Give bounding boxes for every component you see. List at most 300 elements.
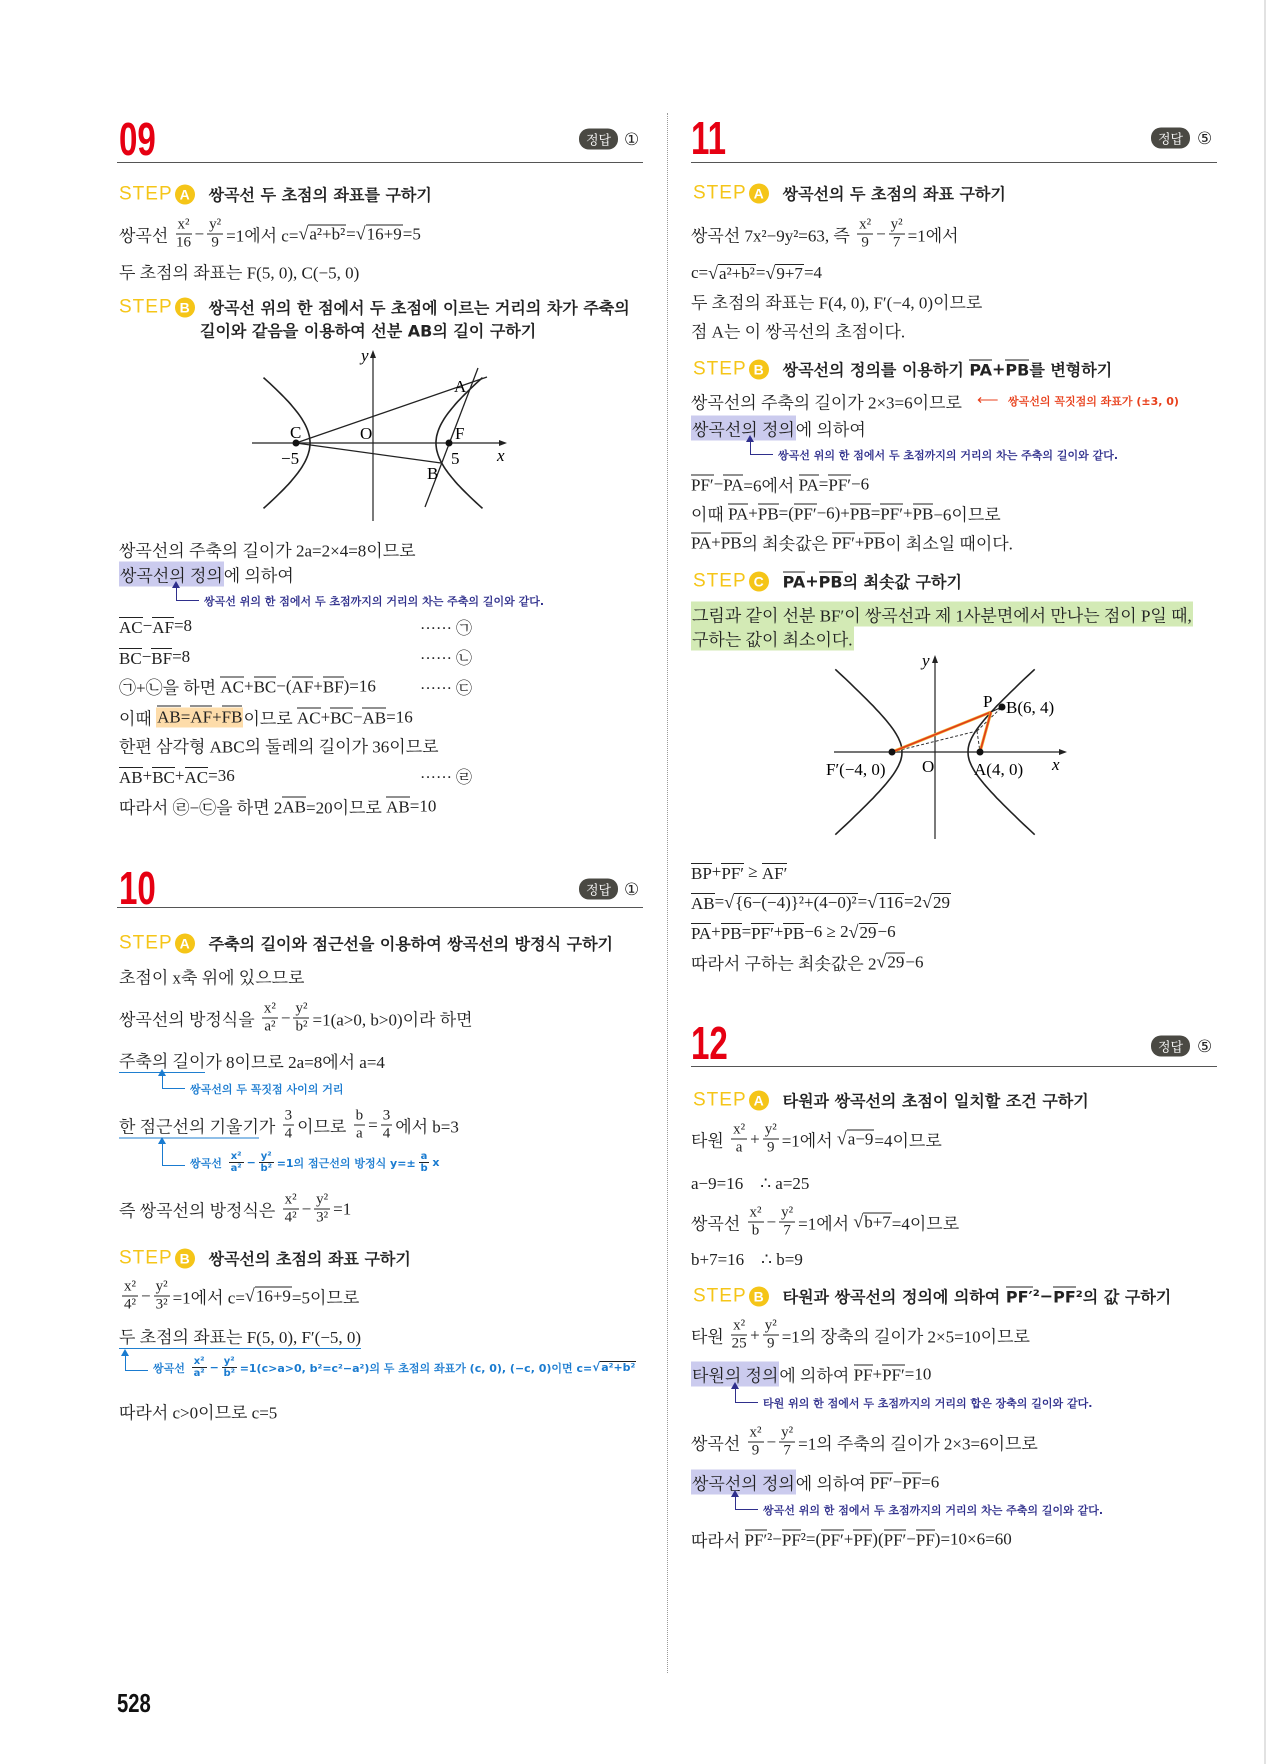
text-run: )=16 (343, 676, 376, 695)
segment-overline: PB (720, 533, 742, 553)
text-run: + (711, 862, 722, 881)
solution-line (691, 217, 959, 252)
text-run: 의 최솟값 구하기 (842, 572, 962, 592)
text-run: −6 (905, 952, 924, 971)
text-run: =1의 장축의 길이가 2×5=10이므로 (781, 1327, 1030, 1347)
text-run: + (313, 676, 323, 695)
text-run: 에 의하여 (779, 1366, 854, 1386)
sqrt-icon: √ (876, 951, 887, 972)
text-run: =1에서 c= (172, 1288, 245, 1308)
solution-line (691, 1318, 1030, 1353)
fraction (731, 1318, 747, 1353)
fraction-numerator: x² (193, 1356, 205, 1367)
side-note: 쌍곡선의 꼭짓점의 좌표가 (±3, 0) (1008, 395, 1179, 408)
segment-overline: PF′ (751, 923, 774, 943)
fraction (779, 1205, 795, 1240)
sqrt-icon: √ (922, 891, 932, 912)
text-run: 타원 (691, 1131, 729, 1151)
text-run: 쌍곡선의 주축의 길이가 2×3=6이므로 (691, 393, 962, 413)
fraction-numerator: y² (260, 1151, 272, 1162)
text-run: − (141, 647, 152, 666)
text-run: − (892, 1472, 903, 1491)
text-run: =2 (903, 892, 923, 911)
solution-line (691, 318, 905, 343)
step-b-heading (119, 1247, 411, 1270)
text-run: 타원 (691, 1327, 729, 1347)
text-run: − (280, 1008, 291, 1027)
radicand: 16+9 (255, 1286, 291, 1306)
step-title (783, 182, 1006, 205)
annotation-text (763, 1395, 1092, 1411)
y-axis-arrow-icon (370, 350, 376, 358)
segment-overline: PF (915, 1530, 935, 1550)
solution-line (119, 1279, 359, 1314)
fraction-denominator: 4² (284, 1209, 297, 1226)
text-run: + (773, 922, 784, 941)
fraction-numerator: 3 (382, 1107, 391, 1124)
step-title (209, 932, 613, 955)
text-run: − (906, 1529, 916, 1548)
step-title (783, 1089, 1089, 1112)
segment-overline: BC (253, 677, 277, 697)
text-run: + (748, 503, 758, 522)
step-a-heading (693, 182, 1006, 205)
sqrt-icon: √ (355, 223, 366, 244)
problem-number: 12 (691, 1017, 728, 1069)
text-run: 에서 b=3 (395, 1117, 459, 1137)
text-run: 에 의하여 (223, 566, 294, 586)
solution-line (691, 1362, 931, 1387)
text-run: 두 초점의 좌표는 F(5, 0), C(−5, 0) (119, 263, 360, 283)
text-run: 쌍곡선 (190, 1156, 226, 1170)
segment-overline: PB (864, 533, 886, 553)
text-run: + (243, 676, 254, 695)
fraction-numerator: x² (749, 1204, 762, 1221)
fraction-denominator: 9 (766, 1335, 775, 1352)
square-root (922, 893, 951, 912)
solution-line (691, 1205, 959, 1240)
text-run: 를 변형하기 (1029, 360, 1113, 380)
fraction-denominator: 7 (783, 1222, 791, 1239)
solution-line (119, 1323, 361, 1349)
step-title (209, 1247, 411, 1270)
text-run: = (870, 503, 881, 522)
fraction-denominator: 4² (124, 1296, 136, 1313)
text-run: −6 ≥ 2 (804, 922, 849, 941)
x-axis-arrow-icon (1059, 749, 1067, 755)
text-run: −6 (877, 922, 896, 941)
segment-overline: PF′ (832, 533, 855, 553)
segment-overline: PB (818, 572, 843, 592)
text-run: = (741, 922, 752, 941)
text-run: − (766, 1432, 777, 1451)
segment-overline: PF′ (691, 475, 714, 495)
step-title (783, 1285, 1172, 1308)
annotation-text (204, 593, 544, 609)
segment-overline: BF (151, 648, 173, 668)
solution-line (691, 263, 822, 283)
fraction (419, 1151, 430, 1174)
text-run: −( (276, 676, 292, 695)
text-run: 따라서 (691, 1531, 745, 1551)
fraction-numerator: a (420, 1151, 428, 1162)
fraction (748, 1205, 764, 1240)
answer-value: ⑤ (1197, 1037, 1213, 1056)
point-P-label: P (983, 692, 993, 711)
step-b-heading (693, 1285, 1171, 1308)
segment-overline: PF (902, 1473, 922, 1493)
page-edge (1264, 0, 1266, 1764)
fraction-denominator: 4 (284, 1125, 293, 1142)
text-run: − (194, 224, 205, 243)
step-letter-icon: B (175, 1248, 195, 1268)
text-run: ²=( (800, 1529, 822, 1548)
solution-line (119, 766, 235, 786)
highlighted-text: 쌍곡선의 정의 (119, 562, 224, 587)
text-run: =16 (386, 707, 413, 726)
text-run: − (142, 616, 153, 635)
solution-line (119, 647, 190, 667)
column-divider (667, 113, 668, 1673)
text-run: 가 (258, 1117, 280, 1137)
focus-F (446, 440, 453, 447)
text-run: =1의 주축의 길이가 2×3=6이므로 (798, 1434, 1038, 1454)
x-label: x (1052, 755, 1060, 774)
fraction (154, 1279, 170, 1314)
answer-badge: 정답 (1151, 128, 1190, 149)
step-letter-icon: A (175, 184, 195, 204)
radicand: 29 (859, 922, 877, 942)
text-run: =1에서 (907, 226, 959, 246)
annotation-text (763, 1502, 1103, 1518)
sqrt-icon: √ (724, 891, 735, 912)
text-run: ㉠+㉡을 하면 (119, 678, 221, 698)
step-label: STEP (119, 296, 173, 317)
header-rule (117, 907, 643, 908)
fraction-numerator: y² (764, 1317, 777, 1334)
text-run: ²의 값 구하기 (1075, 1287, 1172, 1307)
solution-line (119, 1192, 351, 1227)
segment-overline: PF′ (828, 475, 851, 495)
segment-overline: PB (1005, 360, 1030, 380)
text-run: + (843, 1529, 854, 1548)
segment-overline: PA (723, 475, 744, 495)
fraction (889, 217, 905, 252)
fraction-denominator: b² (295, 1018, 308, 1035)
text-run: =10 (904, 1364, 932, 1383)
segment-overline: BC (152, 767, 175, 787)
highlighted-text: 쌍곡선의 정의 (691, 1470, 796, 1495)
radicand: a−9 (847, 1129, 874, 1149)
arrow-up-icon (176, 584, 199, 601)
text-run: = (368, 1115, 378, 1134)
point-F-prime-label: F′(−4, 0) (826, 760, 886, 779)
segment-overline: PF (853, 1530, 873, 1550)
answer-badge: 정답 (1151, 1036, 1190, 1057)
segment-overline: PF′ (744, 1530, 768, 1550)
fraction-numerator: b (355, 1107, 364, 1124)
segment-overline: PF′ (821, 1530, 844, 1550)
step-label: STEP (693, 1285, 747, 1306)
text-run: −6이므로 (933, 505, 1001, 525)
segment-overline: PA (798, 475, 819, 495)
segment-overline: PF′ (882, 1365, 905, 1385)
point-B-label: B (427, 464, 439, 483)
text-run: − (876, 224, 886, 243)
text-run: 두 초점의 좌표는 F(4, 0), F′(−4, 0)이므로 (691, 293, 983, 313)
solution-line (691, 1174, 809, 1194)
fraction (731, 1122, 747, 1157)
step-letter-icon: A (175, 933, 195, 953)
fraction-denominator: 4 (382, 1125, 391, 1142)
fraction-denominator: 9 (211, 234, 219, 251)
fraction-numerator: 3 (284, 1107, 293, 1124)
arrow-up-icon (125, 1352, 148, 1371)
text-run: =4이므로 (891, 1214, 960, 1234)
answer-value: ⑤ (1197, 129, 1213, 148)
step-label: STEP (119, 932, 173, 953)
text-run: 쌍곡선의 방정식을 (119, 1010, 259, 1030)
text-run: + (174, 766, 185, 785)
point-A-label: A (454, 377, 467, 396)
segment-overline: PF (853, 1365, 873, 1385)
segment-overline: BP (691, 863, 712, 883)
step-label: STEP (693, 358, 747, 379)
text-run: 주축의 길이와 점근선을 이용하여 쌍곡선의 방정식 구하기 (208, 934, 613, 954)
solution-line (119, 964, 304, 989)
fraction-numerator: y² (781, 1424, 794, 1441)
segment-overline: AB (386, 797, 410, 817)
text-run: )=10×6=60 (934, 1529, 1012, 1548)
highlighted-text: 그림과 같이 선분 BF′이 쌍곡선과 제 1사분면에서 만나는 점이 P일 때, (691, 602, 1193, 627)
text-run: =1에서 c= (226, 226, 299, 246)
solution-line (119, 733, 439, 758)
solution-line (691, 1527, 1012, 1552)
text-run: =36 (208, 766, 235, 785)
radicand: a²+b² (601, 1361, 636, 1374)
segment-overline: BF (322, 677, 344, 697)
text-run: 쌍곡선의 초점의 좌표 구하기 (208, 1249, 411, 1269)
text-run: =5 (402, 224, 421, 243)
fraction-denominator: b (751, 1222, 760, 1239)
annotation-text (778, 447, 1118, 463)
solution-line (691, 1122, 942, 1157)
highlighted-text: 타원의 정의 (691, 1362, 779, 1387)
text-run: 쌍곡선 7x²−9y²=63, 즉 (691, 226, 855, 246)
answer-badge: 정답 (579, 129, 618, 150)
fraction (293, 1001, 309, 1036)
text-run: 쌍곡선 두 초점의 좌표를 구하기 (208, 185, 432, 205)
text-run: = (180, 707, 191, 726)
text-run: =1의 점근선의 방정식 y=± (276, 1156, 416, 1170)
sqrt-icon: √ (853, 1211, 864, 1232)
segment-overline: PB (757, 504, 779, 524)
fraction (262, 1001, 278, 1036)
text-run: ²− (767, 1529, 782, 1548)
text-run: 쌍곡선 위의 한 점에서 두 초점까지의 거리의 차는 주축의 길이와 같다. (778, 449, 1119, 462)
text-run: 쌍곡선 위의 한 점에서 두 초점에 이르는 거리의 차가 주축의 (208, 298, 630, 318)
text-run: + (750, 1129, 760, 1148)
text-run: + (992, 359, 1006, 379)
segment-overline: AC (119, 617, 143, 637)
text-run: = (346, 224, 356, 243)
text-run: 길이와 같음을 이용하여 선분 AB의 길이 구하기 (200, 321, 537, 341)
segment-overline: PF′ (721, 863, 745, 883)
segment-overline: AB (119, 767, 143, 787)
segment-overline: AC (296, 708, 321, 728)
text-run: −6 (851, 474, 870, 493)
square-root (867, 893, 904, 912)
annotation-text (190, 1151, 440, 1174)
solution-line (119, 1399, 277, 1424)
square-root (245, 1287, 292, 1306)
text-run: 이때 (691, 505, 729, 525)
point-B-label: B(6, 4) (1006, 698, 1055, 717)
fraction-denominator: a (735, 1139, 743, 1156)
segment-overline: PF′ (880, 504, 903, 524)
solution-line (691, 289, 982, 314)
text-run: 이때 (119, 709, 157, 729)
hyperbola-figure-09 (0, 0, 660, 540)
point-C-label: C (290, 423, 302, 442)
text-run: 이므로 (243, 709, 297, 729)
arrow-up-icon (162, 1072, 185, 1089)
fraction-denominator: b (420, 1163, 428, 1174)
square-root (724, 893, 857, 912)
text-run: =20이므로 (306, 798, 387, 818)
point-B (999, 704, 1006, 711)
solution-line (691, 1470, 939, 1495)
solution-line (691, 416, 866, 441)
segment-overline: AF (291, 677, 314, 697)
arrow-up-icon (750, 438, 773, 455)
step-a-heading (119, 932, 613, 955)
solution-line (119, 674, 376, 699)
text-run: 쌍곡선 (153, 1361, 189, 1375)
fraction (283, 1192, 299, 1227)
text-run: 쌍곡선의 주축의 길이가 2a=2×4=8이므로 (119, 541, 416, 561)
segment-overline: PB (783, 923, 805, 943)
fraction-denominator: 7 (892, 234, 901, 251)
text-run: + (320, 707, 331, 726)
equation-tag: ······ ㉠ (420, 620, 472, 638)
fraction-numerator: y² (890, 216, 903, 233)
step-a-heading (693, 1089, 1089, 1112)
text-run: x (432, 1156, 440, 1169)
fraction (779, 1425, 795, 1460)
problem-number: 10 (119, 862, 156, 914)
segment-overline: PA (691, 533, 712, 553)
arrow-up-icon (162, 1140, 185, 1166)
text-run: 점 A는 이 쌍곡선의 초점이다. (691, 322, 906, 342)
fraction-numerator: x² (733, 1121, 746, 1138)
fraction-denominator: 7 (783, 1442, 791, 1459)
point-F-prime (889, 749, 896, 756)
sqrt-icon: √ (298, 223, 309, 244)
radicand: 29 (932, 892, 950, 912)
fraction-numerator: y² (764, 1121, 777, 1138)
sqrt-icon: √ (708, 262, 719, 283)
text-run: 즉 쌍곡선의 방정식은 (119, 1201, 280, 1221)
segment-overline: PB (720, 923, 742, 943)
segment-overline: AF′ (761, 863, 788, 883)
fraction (314, 1192, 330, 1227)
text-run: =4 (803, 263, 823, 282)
solution-line (691, 501, 1001, 526)
fraction-numerator: y² (316, 1191, 329, 1208)
text-run: c= (691, 263, 709, 282)
text-run: 따라서 ㉣−㉢을 하면 2 (119, 798, 283, 818)
fraction-numerator: y² (295, 1000, 308, 1017)
fraction-numerator: x² (124, 1278, 136, 1295)
hyperbola-figure-11 (660, 640, 1120, 860)
annotation (735, 1493, 1104, 1517)
square-root (837, 1130, 875, 1149)
sqrt-icon: √ (848, 921, 859, 942)
text-run: 쌍곡선 위의 한 점에서 두 초점까지의 거리의 차는 주축의 길이와 같다. (763, 1504, 1104, 1517)
step-label: STEP (693, 1089, 747, 1110)
arrow-up-icon (735, 1493, 758, 1510)
segment-overline: BC (330, 708, 353, 728)
text-run: b+7=16 ∴ b=9 (691, 1250, 803, 1269)
solution-line (691, 389, 962, 414)
text-run: 의 최솟값은 (741, 534, 833, 554)
segment-overline: PA (691, 923, 712, 943)
text-run: 타원 위의 한 점에서 두 초점까지의 거리의 합은 장축의 길이와 같다. (763, 1397, 1093, 1410)
fraction-numerator: x² (733, 1317, 746, 1334)
fraction (283, 1108, 295, 1143)
text-run: =6 (921, 1472, 940, 1491)
fraction (259, 1151, 274, 1174)
problem-number: 11 (691, 112, 727, 164)
text-run: =8 (173, 616, 193, 635)
square-root (876, 953, 905, 972)
arrow-left-icon: ⟵ (977, 392, 999, 409)
text-run: =1에서 (781, 1131, 837, 1151)
text-run: 초점이 x축 위에 있으므로 (119, 968, 305, 988)
segment-overline: AC (184, 767, 209, 787)
equation-tag: ······ ㉣ (420, 769, 472, 787)
y-label: y (922, 651, 930, 670)
annotation (176, 584, 545, 608)
segment-overline: PA (969, 360, 992, 380)
text-run: )( (872, 1529, 884, 1548)
text-run: 한편 삼각형 ABC의 둘레의 길이가 36이므로 (119, 737, 439, 757)
fraction (122, 1279, 138, 1314)
text-run: =1에서 (798, 1214, 854, 1234)
answer-value: ① (624, 130, 640, 149)
text-run: =10 (409, 796, 437, 815)
fraction-denominator: b² (260, 1163, 272, 1174)
step-title (783, 570, 962, 593)
text-run: =4이므로 (874, 1131, 942, 1151)
text-run: − (301, 1199, 312, 1218)
highlighted-text (156, 707, 243, 727)
radicand: b+7 (864, 1212, 891, 1232)
point-A (977, 749, 984, 756)
text-run: =( (778, 503, 794, 522)
radicand: 116 (878, 892, 903, 912)
answer-value: ① (624, 880, 640, 899)
fraction (748, 1425, 764, 1460)
text-run: ≥ (744, 862, 762, 881)
fraction (354, 1108, 366, 1143)
fraction-denominator: a² (264, 1018, 276, 1035)
point-F-label: F (455, 424, 465, 443)
text-run: =6에서 (743, 476, 799, 496)
text-run: 이므로 (297, 1117, 351, 1137)
step-b-heading (693, 358, 1112, 381)
